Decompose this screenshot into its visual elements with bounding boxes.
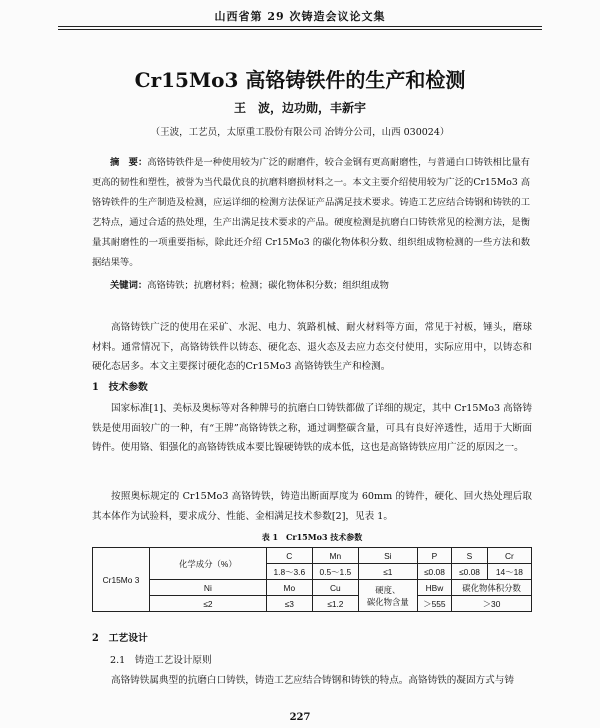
- table-row: [93, 596, 532, 612]
- hardness-label-cell: [358, 580, 417, 612]
- header-cu: Cu: [312, 580, 358, 596]
- value-mn: 0.5～1.5: [312, 564, 358, 580]
- header-si: Si: [358, 548, 417, 564]
- running-head: 山西省第 29 次铸造会议论文集: [214, 10, 386, 23]
- header-mn: Mn: [312, 548, 358, 564]
- table-caption: 表 1 Cr15Mo3 技术参数: [261, 532, 363, 542]
- section-2-paragraph: 高铬铸铁属典型的抗磨白口铸铁，铸造工艺应结合铸钢和铸铁的特点。高铬铸铁的凝固方式与铸: [111, 675, 514, 686]
- keywords-text: 高铬铸铁；抗磨材料；检测；碳化物体积分数；组织组成物: [147, 280, 389, 291]
- value-si: ≤1: [358, 564, 417, 580]
- value-mo: ≤3: [266, 596, 312, 612]
- table-row: [93, 548, 532, 564]
- value-hbw: ＞555: [417, 596, 451, 612]
- authors: 王 波，边功勋，丰新宇: [233, 101, 366, 115]
- intro-paragraph: 高铬铸铁广泛的使用在采矿、水泥、电力、筑路机械、耐火材料等方面，常见于衬板，锤头，磨球材料。通常情况下，高铬铸铁件以铸态、硬化态、退火态及去应力态交付使用，实际应用中，以铸态和硬化态居多。本文主要探讨硬化态的Cr15Mo3 高铬铸铁生产和检测。: [92, 322, 532, 372]
- abstract-text: 高铬铸铁件是一种使用较为广泛的耐磨件，较合金钢有更高耐磨性，与普通白口铸铁相比量有更高的韧性和塑性，被誉为当代最优良的抗磨料磨损材料之一。本文主要介绍使用较为广泛的Cr15Mo3 高铬铸铁件的生产制造及检测，应运详细的检测方法保证产品满足技术要求。铸造工艺应结合铸钢和铸铁的工艺特点，通过合适的热处理，生产出满足技术要求的产品。硬度检测是抗磨白口铸铁常见的检测方法，是衡量其耐磨性的一项重要指标，除此还介绍 Cr15Mo3 的碳化物体积分数、组织组成物检测的一些方法和数据结果等。: [92, 157, 530, 268]
- value-c: 1.8～3.6: [266, 564, 312, 580]
- header-c: C: [266, 548, 312, 564]
- hardness-label-1: 硬度、: [375, 584, 401, 595]
- table-row: [93, 580, 532, 596]
- header-mo: Mo: [266, 580, 312, 596]
- value-ni: ≤2: [150, 596, 267, 612]
- spec-table: [92, 547, 532, 612]
- section-1-paragraph-2: 按照奥标规定的 Cr15Mo3 高铬铸铁，铸造出断面厚度为 60mm 的铸件，硬化、回火热处理后取其本体作为试验料，要求成分、性能、金相满足技术参数[2]，见表 1。: [92, 491, 532, 522]
- abstract-label: 摘 要：: [110, 157, 148, 168]
- affiliation: （王波，工艺员，太原重工股份有限公司 冶铸分公司，山西 030024）: [150, 127, 450, 138]
- page-number: 227: [289, 712, 311, 723]
- value-p: ≤0.08: [417, 564, 451, 580]
- header-s: S: [452, 548, 488, 564]
- header-carbide: 碳化物体积分数: [452, 580, 532, 596]
- header-rule: [58, 26, 542, 27]
- value-cr: 14～18: [487, 564, 531, 580]
- section-1-paragraph-1: 国家标准[1]、美标及奥标等对各种牌号的抗磨白口铸铁都做了详细的规定，其中 Cr15Mo3 高铬铸铁是使用面较广的一种，有“王牌”高铬铸铁之称，通过调整碳含量，可具有良好淬透性，适用于大断面铸件。使用铬、钼强化的高铬铸铁成本要比镍硬铸铁的成本低，这也是高铬铸铁应用广泛的原因之一。: [92, 403, 532, 453]
- value-cu: ≤1.2: [312, 596, 358, 612]
- value-carbide: ＞30: [452, 596, 532, 612]
- header-hbw: HBw: [417, 580, 451, 596]
- keywords-label: 关键词：: [110, 280, 148, 291]
- keywords: [110, 277, 530, 291]
- header-ni: Ni: [150, 580, 267, 596]
- header-cr: Cr: [487, 548, 531, 564]
- composition-label-cell: 化学成分（%）: [150, 548, 267, 580]
- paper-title: Cr15Mo3 高铬铸铁件的生产和检测: [134, 68, 466, 92]
- header-rule-thin: [58, 29, 542, 30]
- grade-cell: Cr15Mo 3: [93, 548, 150, 612]
- value-s: ≤0.08: [452, 564, 488, 580]
- section-1-heading: 1 技术参数: [92, 382, 148, 393]
- abstract: [92, 153, 530, 273]
- header-p: P: [417, 548, 451, 564]
- section-2-1-heading: 2.1 铸造工艺设计原则: [110, 655, 212, 666]
- hardness-label-2: 碳化物含量: [366, 596, 409, 607]
- section-2-heading: 2 工艺设计: [92, 633, 148, 644]
